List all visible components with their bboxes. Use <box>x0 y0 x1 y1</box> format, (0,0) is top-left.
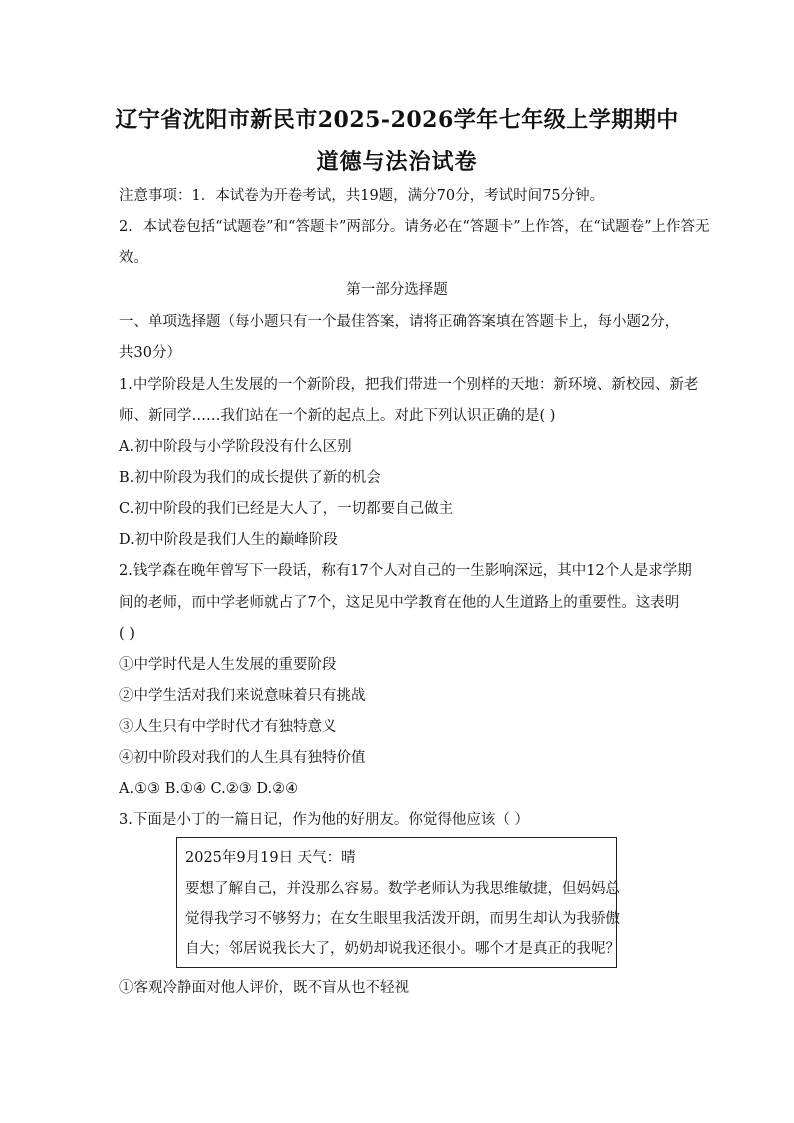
q2-options: A.①③ B.①④ C.②③ D.②④ <box>119 781 299 797</box>
diary-line-3: 自大；邻居说我长大了，奶奶却说我还很小。哪个才是真正的我呢？ <box>185 941 620 957</box>
q2-stem-line-3: ( ) <box>119 626 135 642</box>
q2-statement-4: ④初中阶段对我们的人生具有独特价值 <box>119 750 366 766</box>
q1-option-c: C.初中阶段的我们已经是大人了，一切都要自己做主 <box>119 501 454 517</box>
notice-line-3: 效。 <box>119 250 148 266</box>
q1-stem-line-2: 师、新同学……我们站在一个新的起点上。对此下列认识正确的是( ) <box>119 408 556 424</box>
q2-statement-1: ①中学时代是人生发展的重要阶段 <box>119 657 337 673</box>
part-intro-line-1: 一、单项选择题（每小题只有一个最佳答案，请将正确答案填在答题卡上，每小题2分， <box>119 314 680 330</box>
exam-subtitle: 道德与法治试卷 <box>316 149 478 175</box>
q3-stem: 3.下面是小丁的一篇日记，作为他的好朋友。你觉得他应该（ ） <box>119 812 529 828</box>
q3-statement-1: ①客观冷静面对他人评价，既不盲从也不轻视 <box>119 980 409 996</box>
diary-line-1: 要想了解自己，并没那么容易。数学老师认为我思维敏捷，但妈妈总 <box>185 881 620 897</box>
diary-line-2: 觉得我学习不够努力；在女生眼里我活泼开朗，而男生却认为我骄傲 <box>185 911 620 927</box>
q1-option-d: D.初中阶段是我们人生的巅峰阶段 <box>119 532 338 548</box>
part-intro-line-2: 共30分） <box>119 345 181 361</box>
q2-statement-2: ②中学生活对我们来说意味着只有挑战 <box>119 688 366 704</box>
q1-stem-line-1: 1.中学阶段是人生发展的一个新阶段，把我们带进一个别样的天地：新环境、新校园、新老 <box>119 377 699 393</box>
q2-stem-line-1: 2.钱学森在晚年曾写下一段话，称有17个人对自己的一生影响深远，其中12个人是求学期 <box>119 563 692 579</box>
exam-title: 辽宁省沈阳市新民市2025-2026学年七年级上学期期中 <box>115 107 679 133</box>
diary-date-weather: 2025年9月19日 天气：晴 <box>185 850 356 866</box>
notice-line-1: 注意事项：1．本试卷为开卷考试，共19题，满分70分，考试时间75分钟。 <box>119 188 605 204</box>
diary-box <box>176 837 620 968</box>
q2-statement-3: ③人生只有中学时代才有独特意义 <box>119 719 337 735</box>
q1-option-a: A.初中阶段与小学阶段没有什么区别 <box>119 439 352 455</box>
notice-line-2: 2．本试卷包括“试题卷”和“答题卡”两部分。请务必在“答题卡”上作答，在“试题卷”上作答无 <box>119 219 710 235</box>
q2-stem-line-2: 间的老师，而中学老师就占了7个，这足见中学教育在他的人生道路上的重要性。这表明 <box>119 595 680 611</box>
section-title: 第一部分选择题 <box>346 282 448 298</box>
q1-option-b: B.初中阶段为我们的成长提供了新的机会 <box>119 470 381 486</box>
